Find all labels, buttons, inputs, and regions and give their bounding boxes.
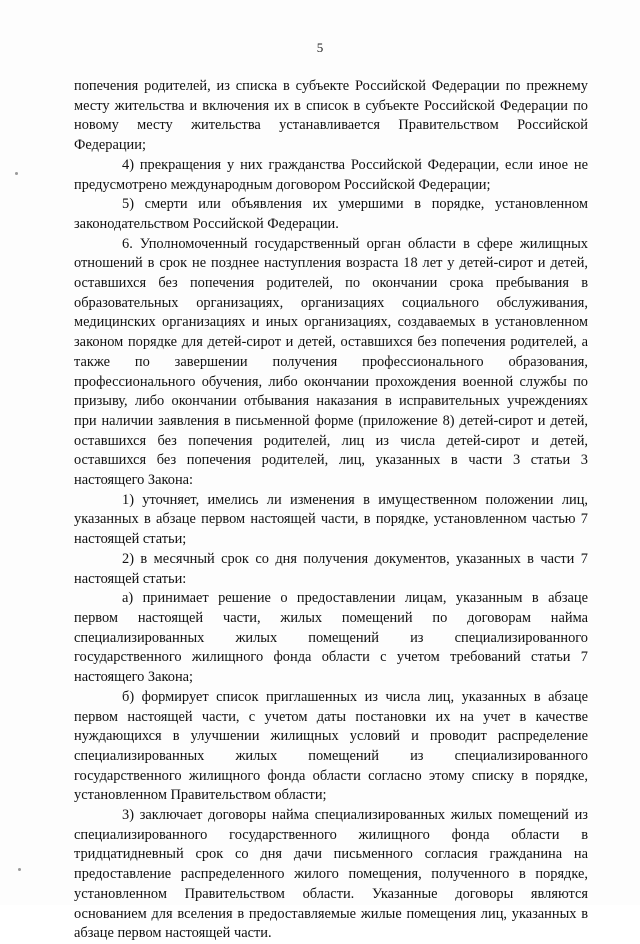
paragraph-7: а) принимает решение о предоставлении лицам, указанным в абзаце первом настоящей части, жилых помещений по договорам найма специализированных жилых помещений из специализированного государственного жилищного фонда области с учетом требований статьи 7 настоящего Закона; (74, 590, 588, 686)
page-number: 5 (316, 40, 324, 55)
paragraph-3: 5) смерти или объявления их умершими в порядке, установленном законодательством Российской Федерации. (74, 196, 588, 232)
paragraph-1: попечения родителей, из списка в субъекте Российской Федерации по прежнему месту жительства и включения их в список в субъекте Российской Федерации по новому месту жительства устанавливается Правительством Российской Федерации; (74, 78, 588, 154)
paragraph-2: 4) прекращения у них гражданства Российской Федерации, если иное не предусмотрено международным договором Российской Федерации; (74, 156, 588, 193)
scan-dot (18, 868, 21, 871)
paragraph-6: 2) в месячный срок со дня получения документов, указанных в части 7 настоящей статьи: (74, 550, 588, 587)
paragraph-8: б) формирует список приглашенных из числа лиц, указанных в абзаце первом настоящей части, с учетом даты постановки их на учет в качестве нуждающихся в улучшении жилищных условий и проводит распределение специализированных жилых помещений из специализированного государственного жилищного фонда области согласно этому списку в порядке, установленном Правительством области; (74, 688, 588, 804)
scan-dot (15, 172, 18, 175)
document-body (74, 77, 588, 944)
paragraph-9: 3) заключает договоры найма специализированных жилых помещений из специализированного государственного жилищного фонда области в тридцатидневный срок со дня дачи письменного согласия гражданина на предоставление распределенного жилого помещения, полученного в порядке, установленном Правительством области. Указанные договоры являются основанием для вселения в предоставляемые жилые помещения лиц, указанных в абзаце первом настоящей части. (74, 807, 588, 942)
paragraph-5: 1) уточняет, имелись ли изменения в имущественном положении лиц, указанных в абзаце первом настоящей части, в порядке, установленном частью 7 настоящей статьи; (74, 491, 588, 548)
paragraph-4: 6. Уполномоченный государственный орган области в сфере жилищных отношений в срок не позднее наступления возраста 18 лет у детей-сирот и детей, оставшихся без попечения родителей, по окончании срока пребывания в образовательных организациях, организациях социального обслуживания, медицинских организациях и иных организациях, создаваемых в установленном законом порядке для детей-сирот и детей, оставшихся без попечения родителей, а также по завершении получения профессионального образования, профессионального обучения, либо окончании прохождения военной службы по призыву, либо окончании отбывания наказания в исправительных учреждениях при наличии заявления в письменной форме (приложение 8) детей-сирот и детей, оставшихся без попечения родителей, лиц из числа детей-сирот и детей, оставшихся без попечения родителей, лиц, указанных в части 3 статьи 3 настоящего Закона: (74, 235, 588, 489)
